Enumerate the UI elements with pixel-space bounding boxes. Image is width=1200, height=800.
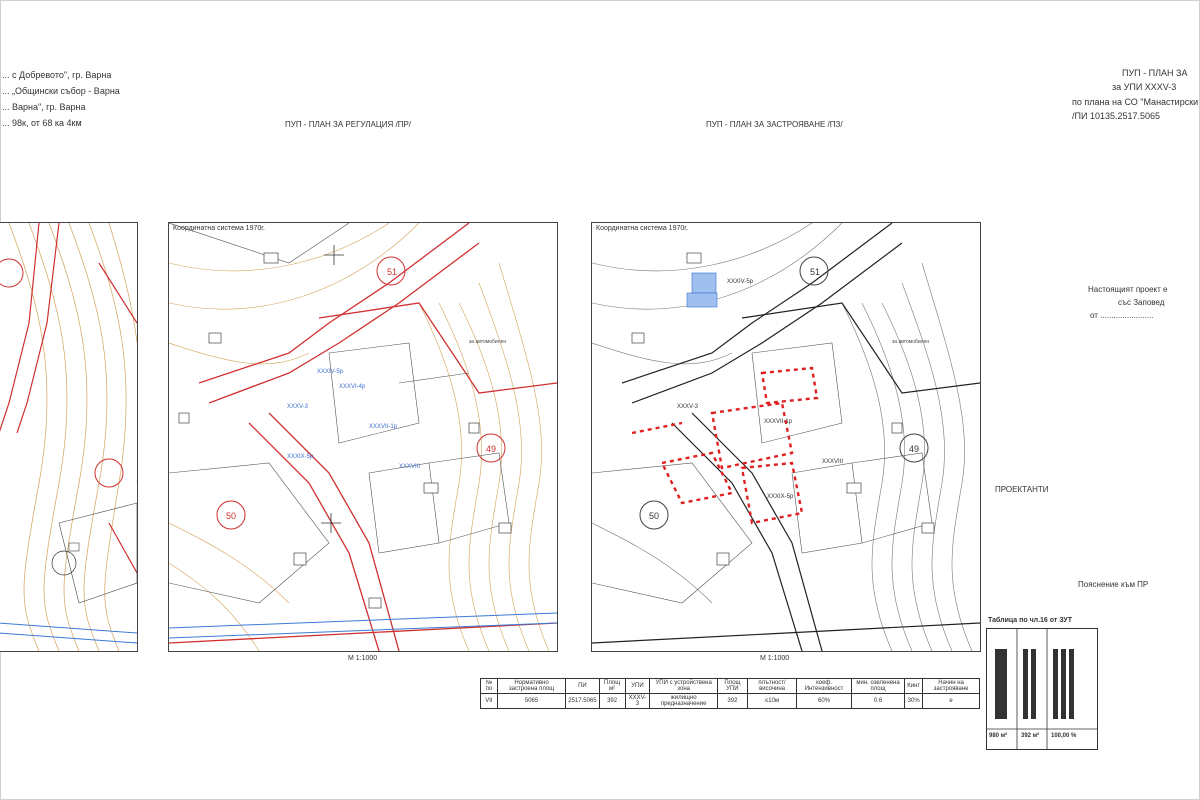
- spec-header-cell: ПИ: [566, 679, 599, 694]
- right-note-line: /ПИ 10135.2517.5065: [1072, 111, 1161, 121]
- block-51-label: 51: [810, 267, 821, 277]
- right-note-line: по плана на СО "Манастирски: [1072, 97, 1199, 107]
- spec-cell: ≤10м: [747, 694, 796, 709]
- spec-cell: е: [923, 694, 980, 709]
- scale-development: М 1:1000: [760, 655, 790, 662]
- spec-cell: 392: [717, 694, 747, 709]
- map-note: за автомобилен: [892, 339, 930, 345]
- spec-cell: 60%: [797, 694, 852, 709]
- panel-title-development: ПУП - ПЛАН ЗА ЗАСТРОЯВАНЕ /ПЗ/: [706, 120, 843, 129]
- spec-table-header-row: [481, 679, 980, 694]
- plot-label: XXXVII-1р: [764, 419, 793, 425]
- block-50-label: 50: [649, 511, 660, 521]
- map-note: за автомобилен: [469, 339, 507, 345]
- right-note-title: ПУП - ПЛАН ЗА: [1122, 68, 1188, 78]
- plot-label: XXXIV-5р: [727, 279, 754, 285]
- spec-header-cell: № по: [481, 679, 498, 694]
- map-panel-development: [591, 222, 981, 652]
- spec-cell: 30%: [905, 694, 923, 709]
- development-map-drawing: [592, 223, 980, 651]
- spec-cell: жилищно предназначение: [650, 694, 718, 709]
- spec-header-cell: УПИ с устройствена зона: [650, 679, 718, 694]
- spec-header-cell: плътност/ височина: [747, 679, 796, 694]
- map-panel-left-partial: [0, 222, 138, 652]
- map-left-partial-drawing: [0, 223, 137, 651]
- approval-line: от ........................: [1090, 311, 1154, 320]
- spec-header-cell: мин. озеленена площ: [851, 679, 904, 694]
- block-49-label: 49: [909, 444, 920, 454]
- map-panel-regulation: [168, 222, 558, 652]
- stamp-grid: [987, 629, 1097, 749]
- stamp-value: 980 м²: [989, 733, 1008, 739]
- right-note-line: за УПИ XXXV-3: [1112, 82, 1177, 92]
- spec-header-cell: Площ м²: [599, 679, 625, 694]
- spec-header-cell: Площ УПИ: [717, 679, 747, 694]
- left-note-line: ... „Общински събор - Варна: [2, 86, 120, 96]
- spec-cell: 392: [599, 694, 625, 709]
- plot-label: XXXIX-5р: [287, 454, 314, 460]
- spec-table-row: [481, 694, 980, 709]
- spec-header-cell: УПИ: [625, 679, 650, 694]
- spec-table: [480, 678, 980, 709]
- plot-label: XXXVIII: [822, 459, 844, 465]
- block-51-label: 51: [387, 267, 398, 277]
- notes-heading: ПРОЕКТАНТИ: [995, 485, 1049, 494]
- table-header: Таблица по чл.16 от ЗУТ: [988, 617, 1072, 624]
- block-50-label: 50: [226, 511, 237, 521]
- plot-label: XXXVII-1р: [369, 424, 398, 430]
- spec-header-cell: Нормативно застроена площ: [497, 679, 565, 694]
- stamp-value: 100,00 %: [1051, 733, 1077, 739]
- regulation-map-drawing: [169, 223, 557, 651]
- spec-header-cell: Начин на застрояване: [923, 679, 980, 694]
- approval-line: Настоящият проект е: [1088, 285, 1168, 294]
- left-note-line: ... с Добревото", гр. Варна: [2, 70, 112, 80]
- block-49-label: 49: [486, 444, 497, 454]
- stamp-value: 392 м²: [1021, 733, 1040, 739]
- scale-regulation: М 1:1000: [348, 655, 378, 662]
- plot-label: XXXVI-4р: [339, 384, 366, 390]
- left-note-line: ... Варна", гр. Варна: [2, 102, 86, 112]
- plot-label: XXXIX-5р: [767, 494, 794, 500]
- panel-title-regulation: ПУП - ПЛАН ЗА РЕГУЛАЦИЯ /ПР/: [285, 120, 412, 129]
- spec-cell: 0.6: [851, 694, 904, 709]
- spec-cell: VII: [481, 694, 498, 709]
- panel-coordinate-caption: Координатна система 1970г.: [173, 225, 265, 232]
- spec-cell: 5065: [497, 694, 565, 709]
- plot-label: XXXV-3: [677, 404, 699, 410]
- approval-line: със Заповед: [1118, 298, 1165, 307]
- plot-label: XXXVIII: [399, 464, 421, 470]
- panel-coordinate-caption: Координатна система 1970г.: [596, 225, 688, 232]
- legend-hint: Пояснение към ПР: [1078, 580, 1149, 589]
- spec-header-cell: коеф. Интензивност: [797, 679, 852, 694]
- plot-label: XXXIV-5р: [317, 369, 344, 375]
- summary-stamp: [986, 628, 1098, 750]
- spec-header-cell: Кинт: [905, 679, 923, 694]
- spec-cell: XXXV-3: [625, 694, 650, 709]
- left-note-line: ... 98к, от 68 ка 4км: [2, 118, 82, 128]
- spec-cell: 2517.5065: [566, 694, 599, 709]
- plot-label: XXXV-3: [287, 404, 309, 410]
